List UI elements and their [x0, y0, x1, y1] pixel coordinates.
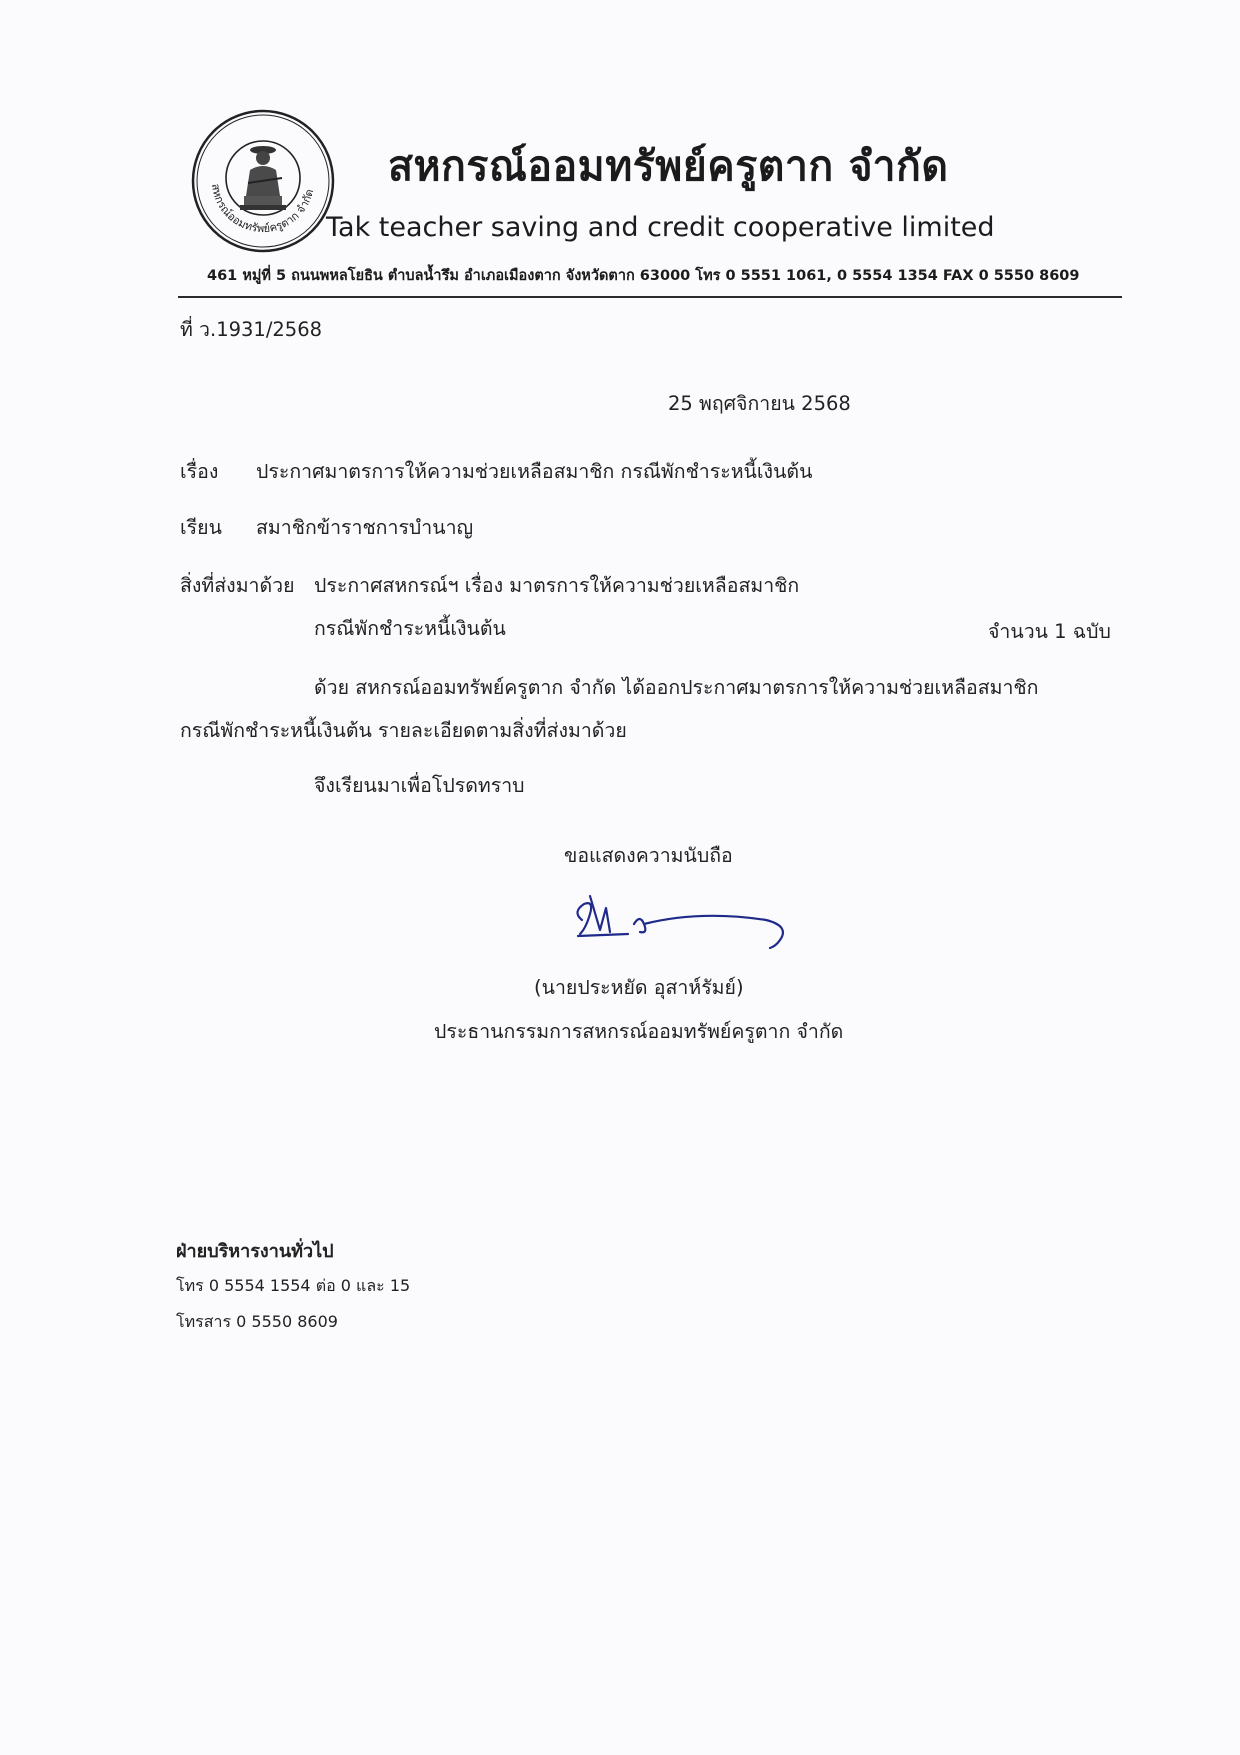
department-name: ฝ่ายบริหารงานทั่วไป [176, 1241, 334, 1262]
svg-text:สหกรณ์ออมทรัพย์ครูตาก จำกัด: สหกรณ์ออมทรัพย์ครูตาก จำกัด [209, 182, 317, 236]
signer-name: (นายประหยัด อุสาห์รัมย์) [534, 976, 744, 999]
subject-label: เรื่อง [180, 460, 219, 483]
body-paragraph-line-2: กรณีพักชำระหนี้เงินต้น รายละเอียดตามสิ่งที่ส่งมาด้วย [180, 719, 627, 742]
department-fax: โทรสาร 0 5550 8609 [176, 1312, 338, 1331]
cooperative-seal-logo [190, 108, 336, 254]
body-paragraph-line-1: ด้วย สหกรณ์ออมทรัพย์ครูตาก จำกัด ได้ออกประกาศมาตรการให้ความช่วยเหลือสมาชิก [314, 676, 1039, 699]
department-phone: โทร 0 5554 1554 ต่อ 0 และ 15 [176, 1276, 411, 1295]
org-address: 461 หมู่ที่ 5 ถนนพหลโยธิน ตำบลน้ำรึม อำเภอเมืองตาก จังหวัดตาก 63000 โทร 0 5551 1061, 0 5554 1354 FAX 0 5550 8609 [207, 268, 1080, 284]
org-name-english: Tak teacher saving and credit cooperative limited [326, 212, 995, 243]
org-name-thai: สหกรณ์ออมทรัพย์ครูตาก จำกัด [388, 142, 949, 190]
handwritten-signature [570, 890, 810, 960]
enclosure-line-1: ประกาศสหกรณ์ฯ เรื่อง มาตรการให้ความช่วยเหลือสมาชิก [314, 574, 800, 597]
reference-number: ที่ ว.1931/2568 [180, 318, 323, 341]
enclosure-count: จำนวน 1 ฉบับ [988, 620, 1111, 643]
subject-text: ประกาศมาตรการให้ความช่วยเหลือสมาชิก กรณีพักชำระหนี้เงินต้น [256, 460, 813, 483]
enclosure-label: สิ่งที่ส่งมาด้วย [180, 574, 295, 597]
recipient-text: สมาชิกข้าราชการบำนาญ [256, 516, 474, 539]
recipient-label: เรียน [180, 516, 222, 539]
letter-date: 25 พฤศจิกายน 2568 [668, 392, 851, 415]
closing-line: จึงเรียนมาเพื่อโปรดทราบ [314, 774, 525, 797]
enclosure-line-2: กรณีพักชำระหนี้เงินต้น [314, 617, 506, 640]
header-divider [178, 296, 1122, 298]
regards-text: ขอแสดงความนับถือ [564, 844, 733, 867]
signer-title: ประธานกรรมการสหกรณ์ออมทรัพย์ครูตาก จำกัด [434, 1020, 844, 1043]
